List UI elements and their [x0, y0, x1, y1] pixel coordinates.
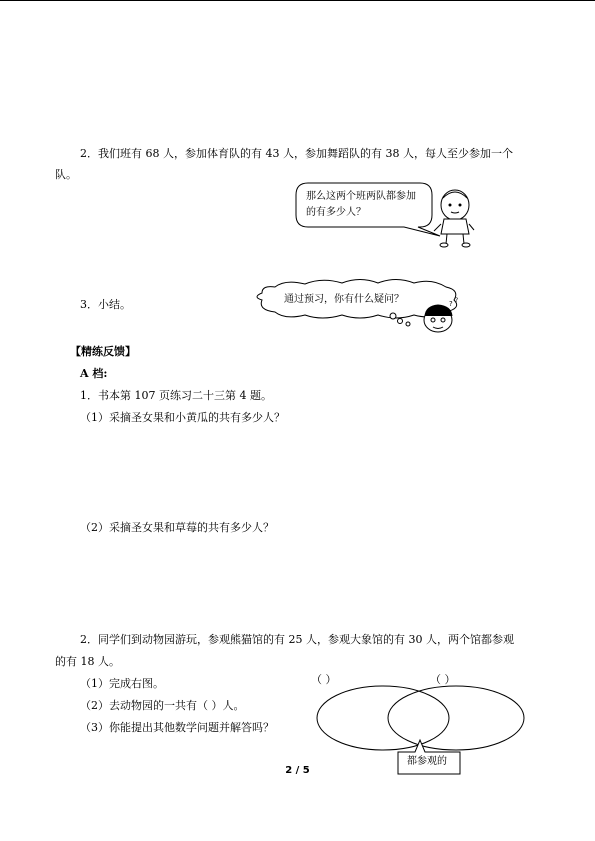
level-label: A 档: — [80, 367, 108, 380]
venn-right-ellipse — [388, 686, 524, 750]
venn-left-label: （ ） — [311, 673, 337, 686]
venn-left-ellipse — [317, 686, 449, 750]
q1-sub-1: （1）采摘圣女果和小黄瓜的共有多少人？ — [80, 411, 285, 424]
venn-callout-label: 都参观的 — [407, 756, 447, 767]
venn-right-label: （ ） — [430, 673, 456, 686]
svg-text:?: ? — [455, 297, 459, 304]
q2-line-1: 2．同学们到动物园游玩，参观熊猫馆的有 25 人，参观大象馆的有 30 人，两个馆都参观 — [80, 633, 514, 646]
section-title: 【精练反馈】 — [70, 345, 136, 358]
q1-sub-2: （2）采摘圣女果和草莓的共有多少人？ — [80, 521, 274, 534]
page-number: 2 / 5 — [285, 765, 310, 776]
q2-sub-1: （1）完成右图。 — [80, 677, 164, 690]
problem-2-line-2: 队。 — [55, 168, 77, 181]
svg-text:?: ? — [449, 300, 453, 308]
speech-bubble-1-line-2: 的有多少人？ — [306, 207, 366, 218]
q2-sub-2: （2）去动物园的一共有（ ）人。 — [80, 699, 245, 712]
problem-2-line-1: 2．我们班有 68 人，参加体育队的有 43 人，参加舞蹈队的有 38 人，每人至少参加一个 — [80, 147, 513, 160]
q1-stem: 1．书本第 107 页练习二十三第 4 题。 — [80, 389, 272, 402]
q2-line-2: 的有 18 人。 — [55, 655, 120, 668]
problem-3: 3．小结。 — [80, 298, 131, 311]
speech-bubble-1-line-1: 那么这两个班两队都参加 — [306, 191, 416, 202]
boy-cartoon-icon — [434, 190, 474, 247]
thought-cloud-text: 通过预习，你有什么疑问？ — [284, 294, 404, 305]
q2-sub-3: （3）你能提出其他数学问题并解答吗？ — [80, 721, 274, 734]
